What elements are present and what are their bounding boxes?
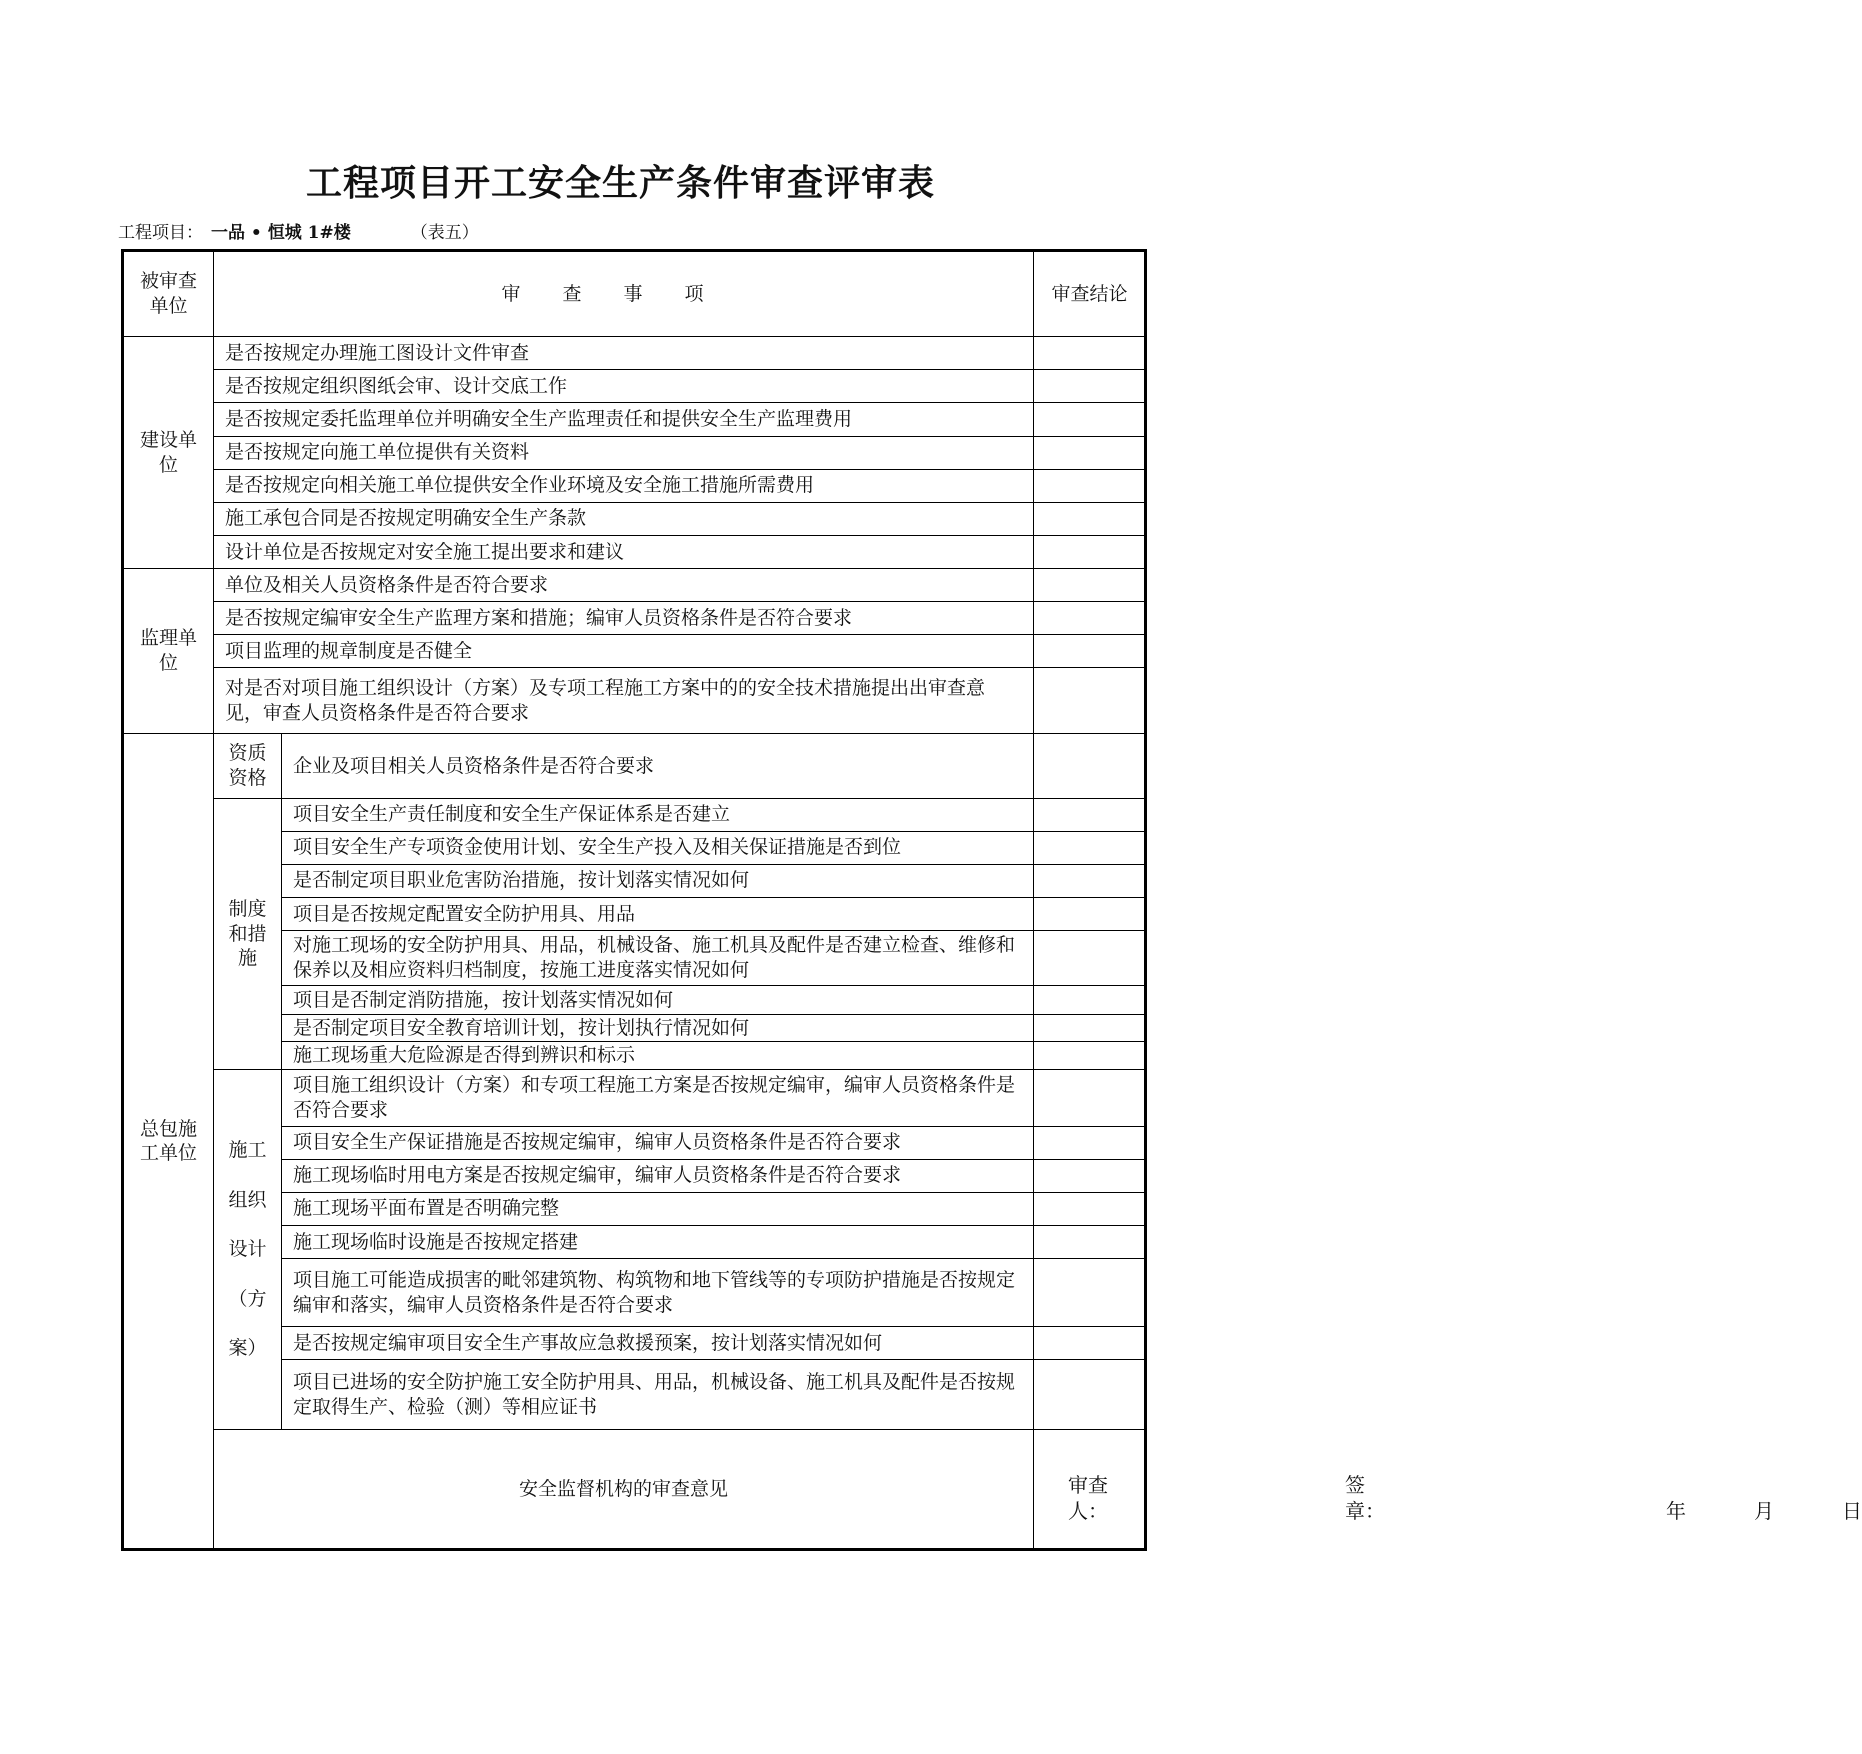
check-item: 施工承包合同是否按规定明确安全生产条款 — [214, 502, 1034, 535]
conclusion-cell[interactable] — [1034, 502, 1146, 535]
conclusion-cell[interactable] — [1034, 602, 1146, 635]
table-row — [123, 798, 1146, 831]
construction-unit-label: 建设单位 — [123, 337, 214, 569]
check-item: 是否按规定向施工单位提供有关资料 — [214, 436, 1034, 469]
project-line — [118, 218, 479, 243]
header-unit: 被审查单位 — [123, 251, 214, 337]
supervision-unit-label: 监理单位 — [123, 568, 214, 733]
check-item: 是否按规定向相关施工单位提供安全作业环境及安全施工措施所需费用 — [214, 469, 1034, 502]
signature-area[interactable] — [1034, 1430, 1862, 1550]
conclusion-cell[interactable] — [1034, 1126, 1146, 1159]
check-item: 项目已进场的安全防护施工安全防护用具、用品，机械设备、施工机具及配件是否按规定取得生产、检验（测）等相应证书 — [282, 1360, 1034, 1430]
footer-row — [123, 1430, 1146, 1550]
conclusion-cell[interactable] — [1034, 1258, 1146, 1326]
qualification-label: 资质资格 — [214, 734, 282, 798]
header-row — [123, 251, 1146, 337]
conclusion-cell[interactable] — [1034, 1327, 1146, 1360]
table-row — [123, 635, 1146, 668]
conclusion-cell[interactable] — [1034, 1225, 1146, 1258]
conclusion-cell[interactable] — [1034, 535, 1146, 568]
conclusion-cell[interactable] — [1034, 930, 1146, 985]
table-number: （表五） — [410, 223, 479, 243]
day-label: 日 — [1842, 1499, 1862, 1523]
conclusion-cell[interactable] — [1034, 1042, 1146, 1070]
conclusion-cell[interactable] — [1034, 1159, 1146, 1192]
conclusion-cell[interactable] — [1034, 436, 1146, 469]
conclusion-cell[interactable] — [1034, 1192, 1146, 1225]
conclusion-cell[interactable] — [1034, 1070, 1146, 1126]
conclusion-cell[interactable] — [1034, 568, 1146, 601]
contractor-unit-label: 总包施工单位 — [123, 734, 214, 1550]
system-measures-label: 制度和措施 — [214, 798, 282, 1070]
check-item: 项目施工可能造成损害的毗邻建筑物、构筑物和地下管线等的专项防护措施是否按规定编审和落实，编审人员资格条件是否符合要求 — [282, 1258, 1034, 1326]
month-label: 月 — [1754, 1499, 1775, 1523]
table-row — [123, 403, 1146, 436]
project-name: 一品 • 恒城 1#楼 — [211, 223, 351, 243]
conclusion-cell[interactable] — [1034, 668, 1146, 734]
conclusion-cell[interactable] — [1034, 1360, 1146, 1430]
conclusion-cell[interactable] — [1034, 798, 1146, 831]
check-item: 项目安全生产专项资金使用计划、安全生产投入及相关保证措施是否到位 — [282, 831, 1034, 864]
check-item: 施工现场临时用电方案是否按规定编审，编审人员资格条件是否符合要求 — [282, 1159, 1034, 1192]
table-row — [123, 568, 1146, 601]
check-item: 项目是否按规定配置安全防护用具、用品 — [282, 897, 1034, 930]
conclusion-cell[interactable] — [1034, 403, 1146, 436]
conclusion-cell[interactable] — [1034, 469, 1146, 502]
header-conclusion: 审查结论 — [1034, 251, 1146, 337]
check-item: 施工现场临时设施是否按规定搭建 — [282, 1225, 1034, 1258]
conclusion-cell[interactable] — [1034, 370, 1146, 403]
check-item: 是否按规定编审安全生产监理方案和措施；编审人员资格条件是否符合要求 — [214, 602, 1034, 635]
conclusion-cell[interactable] — [1034, 1015, 1146, 1042]
conclusion-cell[interactable] — [1034, 337, 1146, 370]
check-item: 单位及相关人员资格条件是否符合要求 — [214, 568, 1034, 601]
conclusion-cell[interactable] — [1034, 864, 1146, 897]
table-row — [123, 370, 1146, 403]
check-item: 是否按规定办理施工图设计文件审查 — [214, 337, 1034, 370]
check-item: 设计单位是否按规定对安全施工提出要求和建议 — [214, 535, 1034, 568]
check-item: 施工现场重大危险源是否得到辨识和标示 — [282, 1042, 1034, 1070]
check-item: 是否制定项目安全教育培训计划，按计划执行情况如何 — [282, 1015, 1034, 1042]
table-row — [123, 668, 1146, 734]
reviewer-label: 审查人： — [1068, 1473, 1109, 1523]
check-item: 施工现场平面布置是否明确完整 — [282, 1192, 1034, 1225]
table-row — [123, 502, 1146, 535]
conclusion-cell[interactable] — [1034, 986, 1146, 1015]
check-item: 项目施工组织设计（方案）和专项工程施工方案是否按规定编审，编审人员资格条件是否符合要求 — [282, 1070, 1034, 1126]
check-item: 企业及项目相关人员资格条件是否符合要求 — [282, 734, 1034, 798]
check-item: 项目安全生产责任制度和安全生产保证体系是否建立 — [282, 798, 1034, 831]
seal-label: 签章： — [1345, 1473, 1386, 1523]
table-row — [123, 469, 1146, 502]
check-item: 是否按规定组织图纸会审、设计交底工作 — [214, 370, 1034, 403]
table-row — [123, 1070, 1146, 1126]
conclusion-cell[interactable] — [1034, 897, 1146, 930]
table-row — [123, 602, 1146, 635]
table-row — [123, 734, 1146, 798]
check-item: 是否制定项目职业危害防治措施，按计划落实情况如何 — [282, 864, 1034, 897]
construction-design-label: 施工组织设计（方案） — [214, 1070, 282, 1430]
check-item: 项目是否制定消防措施，按计划落实情况如何 — [282, 986, 1034, 1015]
table-row — [123, 436, 1146, 469]
check-item: 项目监理的规章制度是否健全 — [214, 635, 1034, 668]
project-label: 工程项目： — [118, 223, 203, 243]
year-label: 年 — [1666, 1499, 1687, 1523]
conclusion-cell[interactable] — [1034, 635, 1146, 668]
check-item: 是否按规定委托监理单位并明确安全生产监理责任和提供安全生产监理费用 — [214, 403, 1034, 436]
table-row — [123, 337, 1146, 370]
check-item: 是否按规定编审项目安全生产事故应急救援预案，按计划落实情况如何 — [282, 1327, 1034, 1360]
table-row — [123, 535, 1146, 568]
conclusion-cell[interactable] — [1034, 831, 1146, 864]
review-form-table — [121, 249, 1862, 1551]
check-item: 对施工现场的安全防护用具、用品，机械设备、施工机具及配件是否建立检查、维修和保养以及相应资料归档制度，按施工进度落实情况如何 — [282, 930, 1034, 985]
check-item: 项目安全生产保证措施是否按规定编审，编审人员资格条件是否符合要求 — [282, 1126, 1034, 1159]
page-title: 工程项目开工安全生产条件审查评审表 — [305, 162, 935, 204]
header-items: 审查事项 — [214, 251, 1034, 337]
conclusion-cell[interactable] — [1034, 734, 1146, 798]
check-item: 对是否对项目施工组织设计（方案）及专项工程施工方案中的的安全技术措施提出出审查意见，审查人员资格条件是否符合要求 — [214, 668, 1034, 734]
supervision-agency-label: 安全监督机构的审查意见 — [214, 1430, 1034, 1550]
